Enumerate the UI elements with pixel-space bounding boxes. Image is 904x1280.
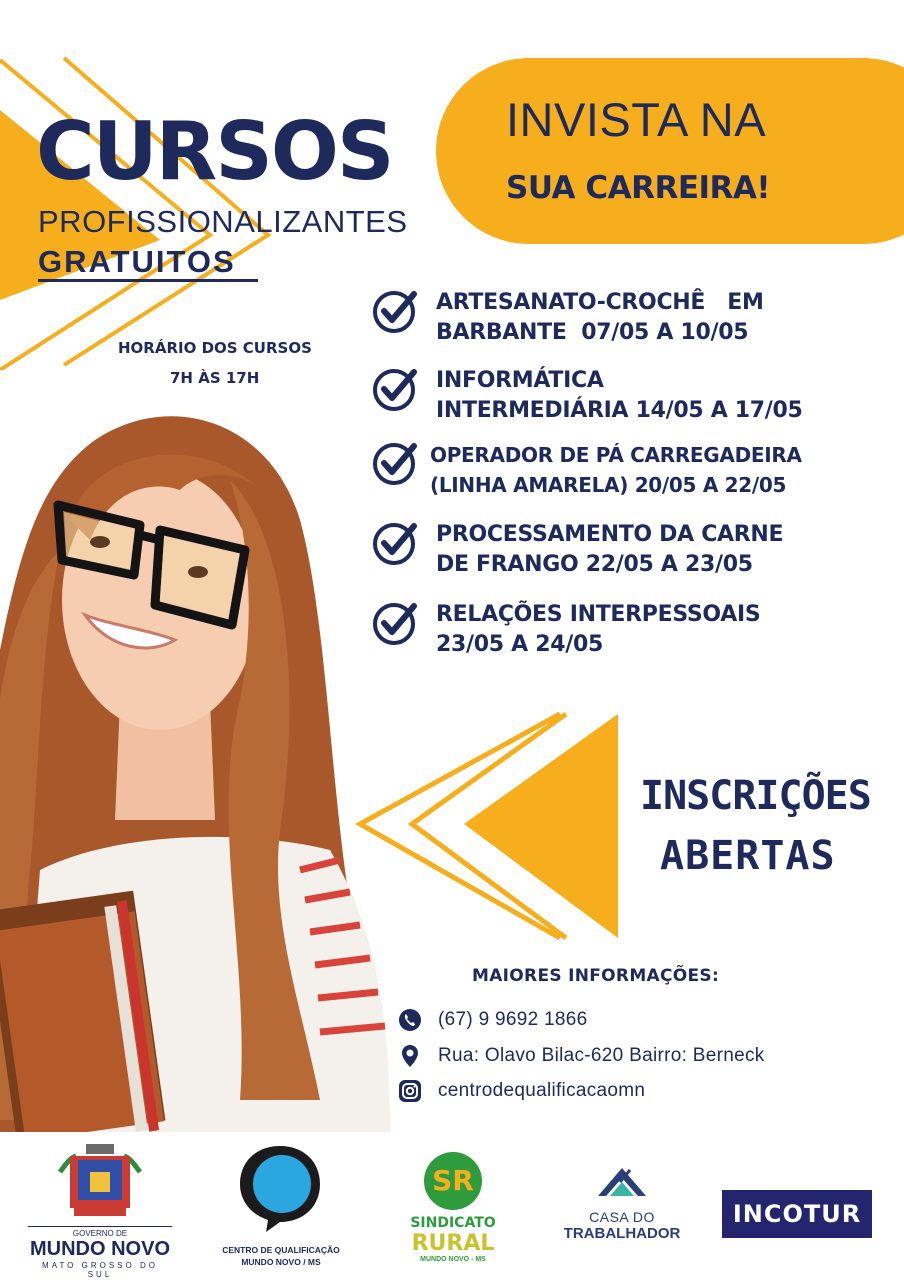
address-text: Rua: Olavo Bilac-620 Bairro: Berneck bbox=[438, 1045, 765, 1066]
check-circle-icon bbox=[372, 366, 418, 412]
instagram-handle: centrodequalificacaomn bbox=[438, 1080, 646, 1101]
student-photo bbox=[0, 400, 400, 1132]
check-circle-icon bbox=[372, 440, 418, 486]
hours-value: 7H ÀS 17H bbox=[170, 369, 260, 387]
check-circle-icon bbox=[372, 520, 418, 566]
free-label: GRATUITOS bbox=[38, 246, 258, 282]
location-pin-icon bbox=[398, 1044, 422, 1068]
course-name: INFORMÁTICA INTERMEDIÁRIA 14/05 A 17/05 bbox=[436, 368, 803, 423]
check-circle-icon bbox=[372, 288, 418, 334]
footer-logos bbox=[0, 1132, 904, 1280]
speech-bubble-icon bbox=[236, 1142, 324, 1234]
sindicato-rural-logo: SR SINDICATO RURAL MUNDO NOVO - MS bbox=[398, 1150, 508, 1268]
page-subtitle: PROFISSIONALIZANTES bbox=[38, 204, 408, 239]
banner-line-1: INVISTA NA bbox=[506, 93, 767, 146]
contact-title: MAIORES INFORMAÇÕES: bbox=[472, 966, 720, 986]
casa-trabalhador-logo: CASA DO TRABALHADOR bbox=[554, 1166, 690, 1246]
course-name: RELAÇÕES INTERPESSOAIS 23/05 A 24/05 bbox=[436, 602, 761, 657]
banner-pill bbox=[436, 58, 904, 244]
chevron-decoration-middle bbox=[356, 710, 622, 942]
hours-label: HORÁRIO DOS CURSOS bbox=[118, 339, 312, 357]
coat-of-arms-icon bbox=[56, 1142, 144, 1220]
banner-line-2: SUA CARREIRA! bbox=[506, 170, 771, 206]
course-name: OPERADOR DE PÁ CARREGADEIRA (LINHA AMARELA) 20/05 A 22/05 bbox=[430, 443, 802, 497]
course-name: PROCESSAMENTO DA CARNE DE FRANGO 22/05 A 23/05 bbox=[436, 522, 784, 577]
phone-number: (67) 9 9692 1866 bbox=[438, 1009, 588, 1030]
course-name: ARTESANATO-CROCHÊ EM BARBANTE 07/05 A 10/05 bbox=[436, 290, 764, 345]
centro-qualificacao-logo: CENTRO DE QUALIFICAÇÃO MUNDO NOVO / MS bbox=[216, 1136, 346, 1276]
registration-line-2: ABERTAS bbox=[660, 833, 836, 879]
page-title: CURSOS bbox=[36, 105, 393, 198]
gov-mundo-novo-logo: GOVERNO DE MUNDO NOVO MATO GROSSO DO SUL bbox=[28, 1142, 172, 1276]
instagram-icon bbox=[398, 1079, 422, 1103]
incotur-logo: INCOTUR bbox=[722, 1190, 872, 1238]
house-roof-icon bbox=[596, 1166, 648, 1202]
phone-icon bbox=[398, 1008, 422, 1032]
check-circle-icon bbox=[372, 600, 418, 646]
registration-line-1: INSCRIÇÕES bbox=[640, 773, 871, 819]
